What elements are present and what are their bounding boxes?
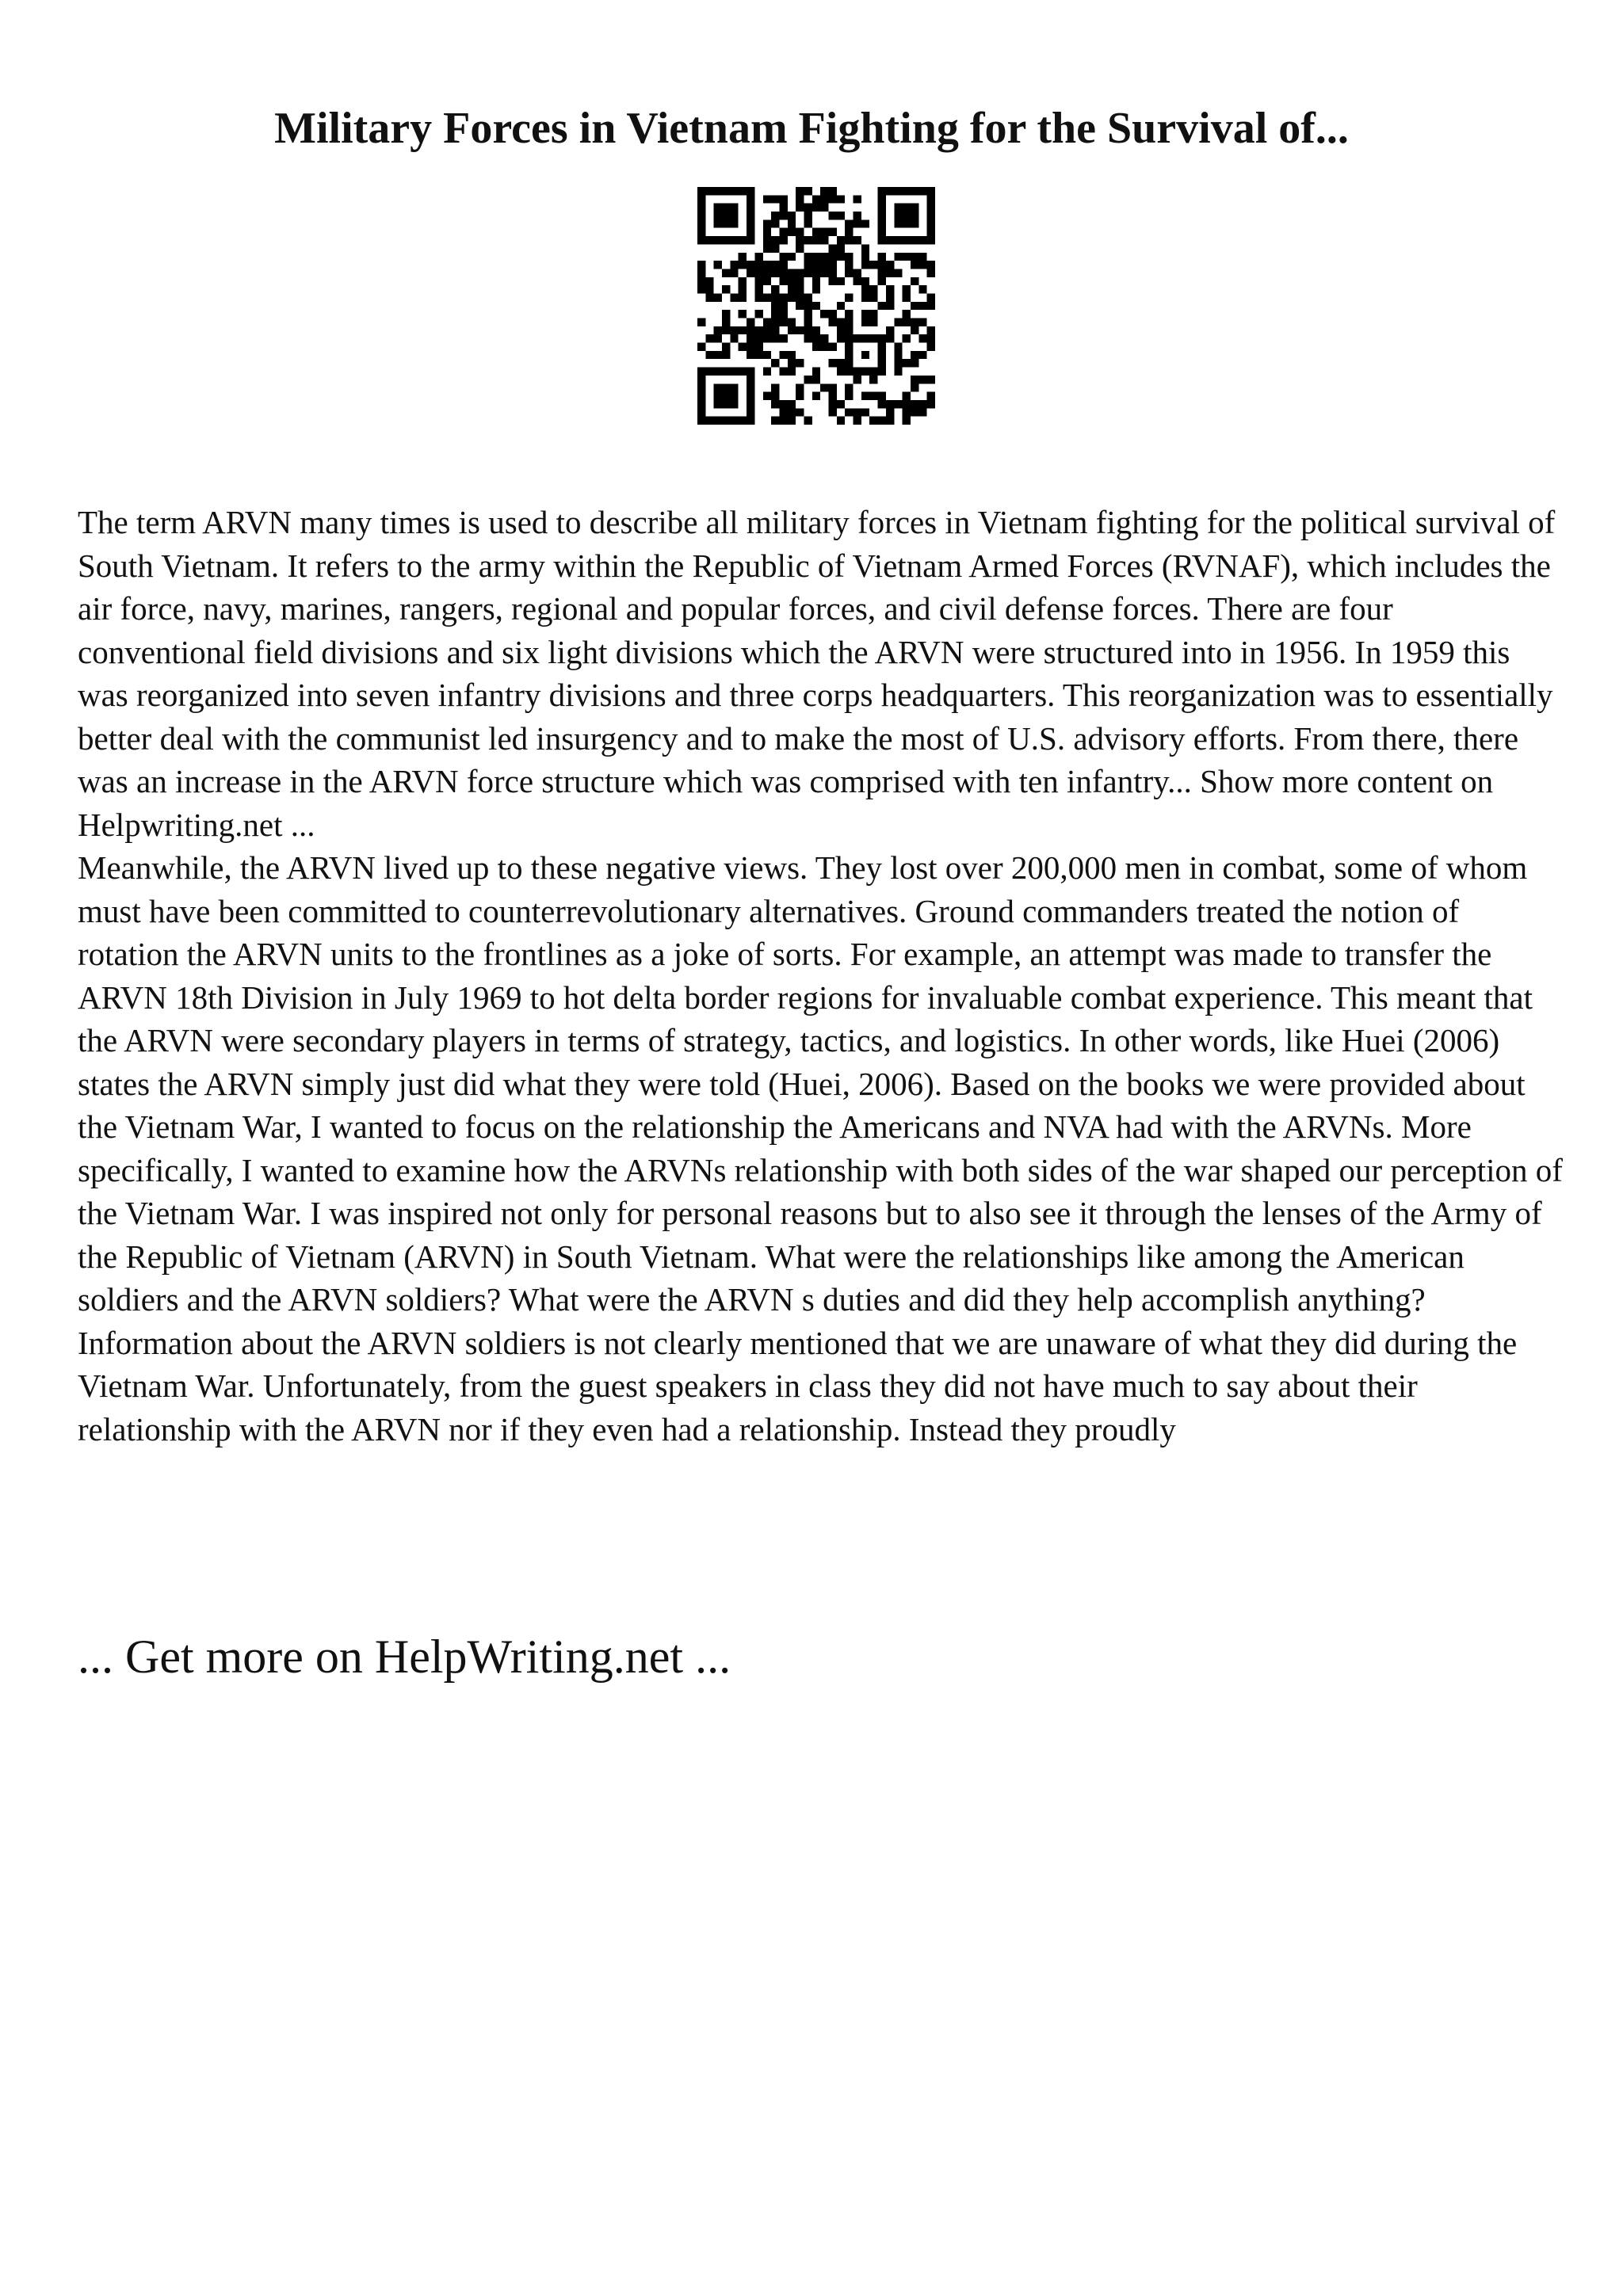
article-body [78,501,1568,1451]
page-title: Military Forces in Vietnam Fighting for the Survival of... [274,104,1349,153]
get-more-link[interactable]: ... Get more on HelpWriting.net ... [78,1630,731,1683]
paragraph-intro: The term ARVN many times is used to describe all military forces in Vietnam fighting for the political survival of South Vietnam. It refers to the army within the Republic of Vietnam Armed Forces (RVNAF), which includes the air force, navy, marines, rangers, regional and popular forces, and civil defense forces. There are four conventional field divisions and six light divisions which the ARVN were structured into in 1956. In 1959 this was reorganized into seven infantry divisions and three corps headquarters. This reorganization was to essentially better deal with the communist led insurgency and to make the most of U.S. advisory efforts. From there, there was an increase in the ARVN force structure which was comprised with ten infantry... Show more content on Helpwriting.net ... [78,504,1556,843]
paragraph-main: Meanwhile, the ARVN lived up to these negative views. They lost over 200,000 men in combat, some of whom must have been committed to counterrevolutionary alternatives. Ground commanders treated the notion of rotation the ARVN units to the frontlines as a joke of sorts. For example, an attempt was made to transfer the ARVN 18th Division in July 1969 to hot delta border regions for invaluable combat experience. This meant that the ARVN were secondary players in terms of strategy, tactics, and logistics. In other words, like Huei (2006) states the ARVN simply just did what they were told (Huei, 2006). Based on the books we were provided about the Vietnam War, I wanted to focus on the relationship the Americans and NVA had with the ARVNs. More specifically, I wanted to examine how the ARVNs relationship with both sides of the war shaped our perception of the Vietnam War. I was inspired not only for personal reasons but to also see it through the lenses of the Army of the Republic of Vietnam (ARVN) in South Vietnam. What were the relationships like among the American soldiers and the ARVN soldiers? What were the ARVN s duties and did they help accomplish anything? Information about the ARVN soldiers is not clearly mentioned that we are unaware of what they did during the Vietnam War. Unfortunately, from the guest speakers in class they did not have much to say about their relationship with the ARVN nor if they even had a relationship. Instead they proudly [78,849,1563,1447]
qr-code-icon[interactable] [697,187,935,425]
